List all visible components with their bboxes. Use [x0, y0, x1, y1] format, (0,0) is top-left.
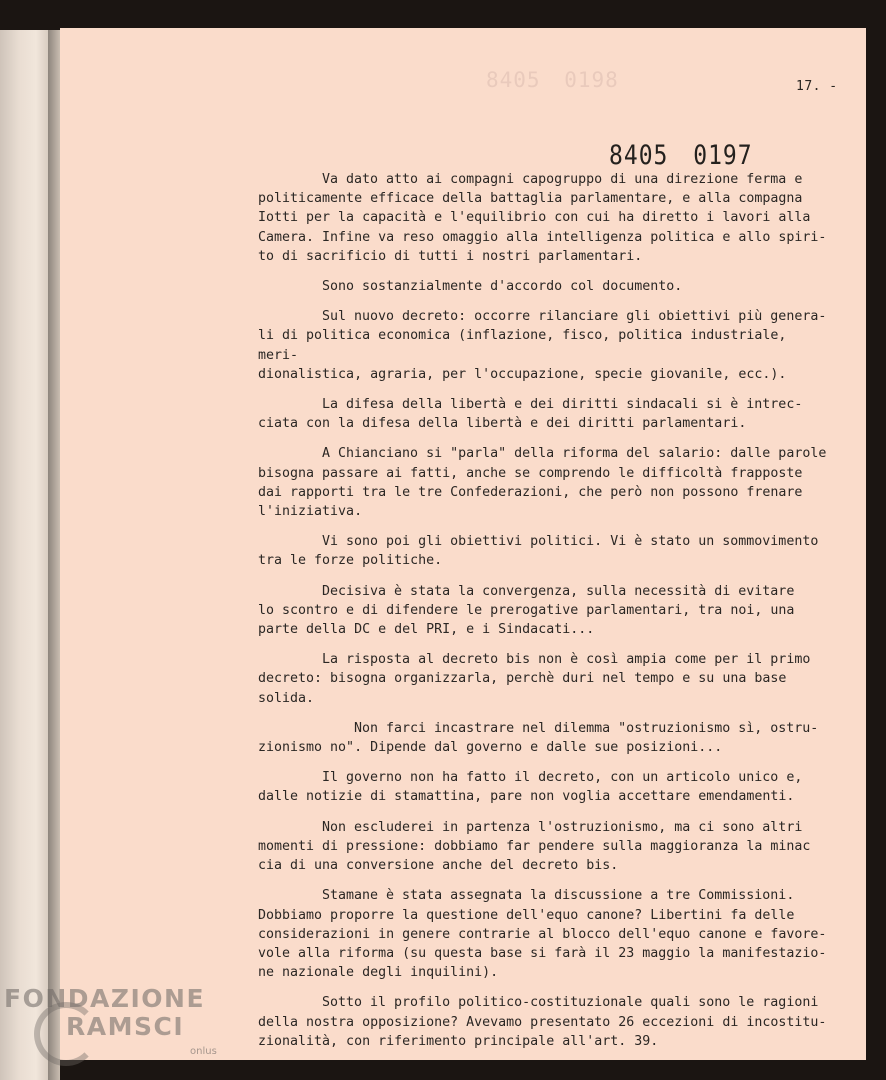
archive-stamp-number: 8405 0197	[609, 141, 753, 171]
book-spine	[0, 30, 48, 1080]
page-fold-shadow	[48, 30, 60, 1080]
paragraph: Decisiva è stata la convergenza, sulla necessità di evitare lo scontro e di difendere le prerogative parlamentari, tra noi, una parte della DC e del PRI, e i Sindacati...	[258, 583, 795, 638]
paragraph: Stamane è stata assegnata la discussione a tre Commissioni. Dobbiamo proporre la questione dell'equo canone? Libertini fa delle considerazioni in genere contrarie al blocco dell'equo canone e favore- vole alla riforma (su questa base si farà il 23 maggio la manifestazio- ne nazionale degli inquilini).	[258, 888, 827, 981]
paragraph: Il governo non ha fatto il decreto, con un articolo unico e, dalle notizie di stamattina, pare non voglia accettare emendamenti.	[258, 770, 803, 805]
paragraph: Sul nuovo decreto: occorre rilanciare gli obiettivi più genera- li di politica economica (inflazione, fisco, politica industriale, meri- dionalistica, agraria, per l'occupazione, specie giovanile, ecc.).	[258, 309, 827, 382]
watermark-line-1: FONDAZIONE	[4, 984, 206, 1013]
paragraph: La difesa della libertà e dei diritti sindacali si è intrec- ciata con la difesa della libertà e dei diritti parlamentari.	[258, 397, 803, 432]
paragraph: A Chianciano si "parla" della riforma del salario: dalle parole bisogna passare ai fatti, anche se comprendo le difficoltà frapposte dai rapporti tra le tre Confederazioni, che però non possono frenare l'iniziativa.	[258, 446, 827, 520]
page-number: 17. -	[796, 79, 838, 94]
paragraph: Non farci incastrare nel dilemma "ostruzionismo sì, ostru- zionismo no". Dipende dal governo e dalle sue posizioni...	[258, 720, 819, 756]
paragraph: Sotto il profilo politico-costituzionale quali sono le ragioni della nostra opposizione? Avevamo presentato 26 eccezioni di incostitu- zionalità, con riferimento principale all'art. 39.	[258, 995, 827, 1049]
typed-body-text	[258, 170, 828, 1062]
watermark-suffix: onlus	[190, 1046, 217, 1057]
paragraph: La risposta al decreto bis non è così ampia come per il primo decreto: bisogna organizzarla, perchè duri nel tempo e su una base solida.	[258, 652, 811, 706]
watermark-line-2: RAMSCI	[66, 1012, 185, 1041]
paragraph: Sono sostanzialmente d'accordo col documento.	[322, 279, 683, 295]
bleed-through-archive-number: 8405 0198	[486, 68, 619, 92]
paragraph: Va dato atto ai compagni capogruppo di una direzione ferma e politicamente efficace della battaglia parlamentare, e alla compagna Iotti per la capacità e l'equilibrio con cui ha diretto i lavori alla Camera. Infine va reso omaggio alla intelligenza politica e allo spiri- to di sacrificio di tutti i nostri parlamentari.	[258, 172, 827, 264]
paragraph: Non escluderei in partenza l'ostruzionismo, ma ci sono altri momenti di pressione: dobbiamo far pendere sulla maggioranza la minac cia di una conversione anche del decreto bis.	[258, 819, 811, 874]
paragraph: Vi sono poi gli obiettivi politici. Vi è stato un sommovimento tra le forze politiche.	[258, 534, 819, 569]
